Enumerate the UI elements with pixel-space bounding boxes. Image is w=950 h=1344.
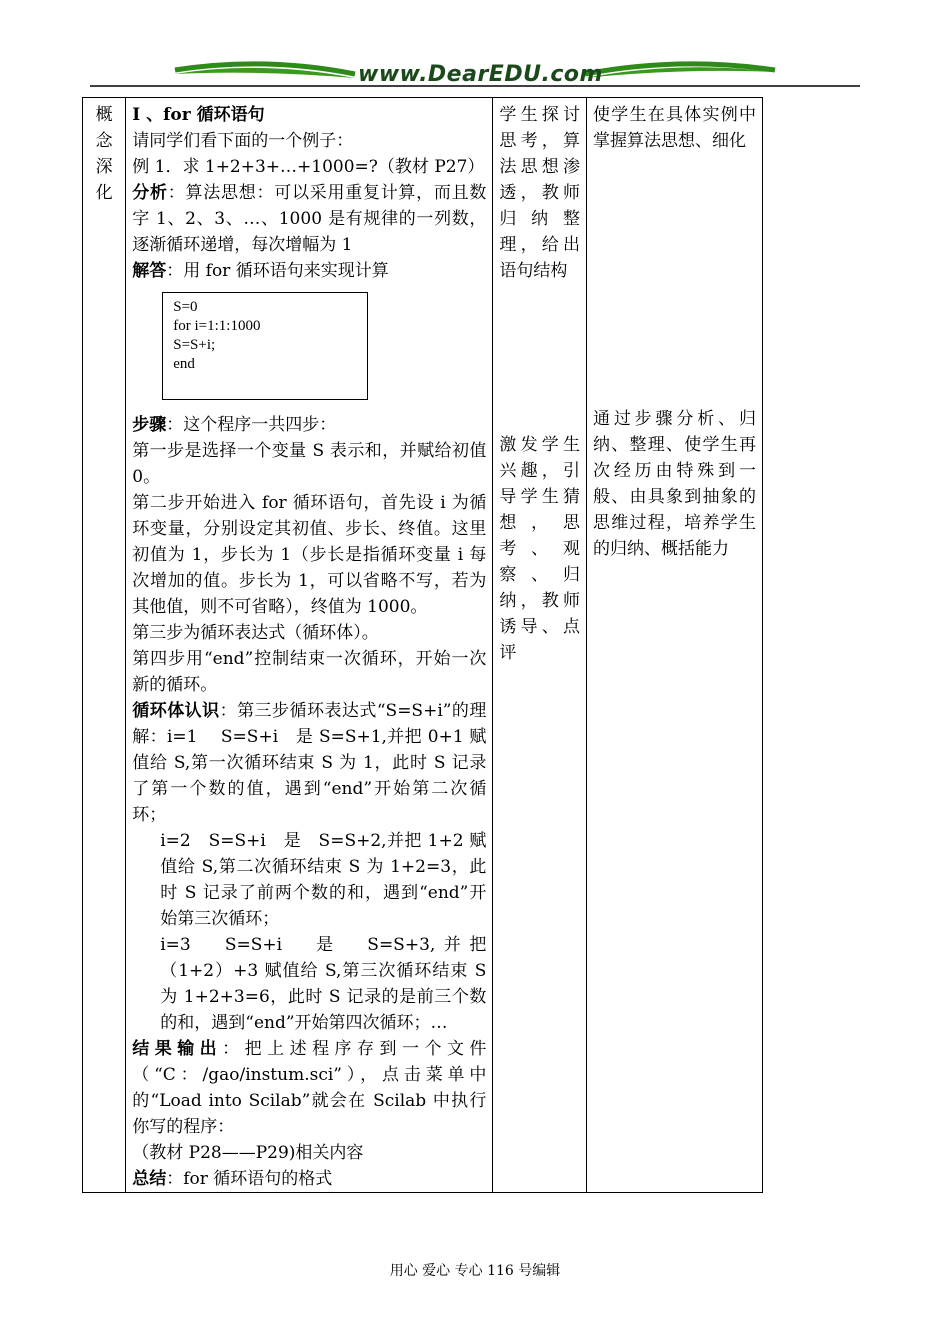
- loop-i2-text: i=2 S=S+i 是 S=S+2,并把 1+2 赋值给 S,第二次循环结束 S 为 1+2=3，此时 S 记录了前两个数的和，遇到“end”开始第三次循环；: [160, 831, 487, 929]
- design-intent-cell: [586, 98, 762, 1193]
- stage-label-char: 概: [95, 105, 113, 125]
- intro-text: 请同学们看下面的一个例子：: [132, 131, 354, 151]
- code-line: for i=1:1:1000: [173, 318, 261, 334]
- teaching-content-cell: [126, 98, 493, 1193]
- site-logo-text: www.DearEDU.com: [358, 62, 603, 87]
- step1-text: 第一步是选择一个变量 S 表示和，并赋给初值 0。: [132, 441, 487, 487]
- answer-label: 解答: [132, 261, 167, 281]
- steps-paragraph: [132, 412, 486, 438]
- section-title: I 、for 循环语句: [132, 105, 265, 125]
- lesson-table: [82, 97, 763, 1193]
- result-paragraph: [132, 1036, 486, 1140]
- analysis-label: 分析: [132, 183, 168, 203]
- step4-text: 第四步用“end”控制结束一次循环，开始一次新的循环。: [132, 649, 487, 695]
- step3-text: 第三步为循环表达式（循环体）。: [132, 623, 379, 643]
- design-intent-block-1: 使学生在具体实例中掌握算法思想、细化: [592, 105, 756, 151]
- stage-label-char: 念: [95, 131, 113, 151]
- loop-i3-text: i=3 S=S+i 是 S=S+3,并把（1+2）+3 赋值给 S,第三次循环结束 S 为 1+2+3=6，此时 S 记录的是前三个数的和，遇到“end”开始第四次循环；…: [160, 935, 487, 1033]
- table-row: [83, 98, 763, 1193]
- answer-text: ：用 for 循环语句来实现计算: [166, 261, 389, 281]
- steps-text: ：这个程序一共四步：: [166, 415, 337, 435]
- student-activity-block-2: 激发学生兴趣，引导学生猜想，思考、观察、归纳，教师诱导、点评: [499, 435, 580, 663]
- answer-paragraph: [132, 258, 486, 284]
- spacer: [593, 154, 756, 406]
- student-activity-block-1: 学生探讨思考，算法思想渗透，教师归纳整理，给出语句结构: [499, 105, 580, 281]
- result-text: ：把上述程序存到一个文件（“C：/gao/instum.sci”），点击菜单中的“Load into Scilab”就会在 Scilab 中执行你写的程序：: [132, 1039, 487, 1137]
- stage-label-char: 化: [95, 183, 113, 203]
- result-label: 结果输出: [132, 1039, 223, 1059]
- loop-text: ：第三步循环表达式“S=S+i”的理解：i=1 S=S+i 是 S=S+1,并把 0+1 赋值给 S,第一次循环结束 S 为 1，此时 S 记录了第一个数的值，遇到“end”开始第二次循环；: [132, 701, 487, 825]
- code-line: S=0: [173, 299, 198, 315]
- page-footer: 用心 爱心 专心 116 号编辑: [389, 1263, 561, 1279]
- spacer: [499, 284, 580, 432]
- code-line: end: [173, 356, 195, 372]
- stage-label-char: 深: [95, 157, 113, 177]
- summary-label: 总结: [132, 1169, 167, 1189]
- example-text: 例 1．求 1+2+3+…+1000=?（教材 P27）: [132, 157, 485, 177]
- loop-label: 循环体认识: [132, 701, 220, 721]
- steps-label: 步骤: [132, 415, 167, 435]
- loop-paragraph: [132, 698, 486, 828]
- step2-text: 第二步开始进入 for 循环语句，首先设 i 为循环变量，分别设定其初值、步长、终值。这里初值为 1，步长为 1（步长是指循环变量 i 每次增加的值。步长为 1，可以省略不写，若为其他值，则不可省略），终值为 1000。: [132, 493, 487, 617]
- design-intent-block-2: 通过步骤分析、归纳、整理、使学生再次经历由特殊到一般、由具象到抽象的思维过程，培养学生的归纳、概括能力: [592, 409, 756, 559]
- stage-label-cell: [83, 98, 126, 1193]
- analysis-text: ：算法思想：可以采用重复计算，而且数字 1、2、3、…、1000 是有规律的一列数，逐渐循环递增，每次增幅为 1: [132, 183, 487, 255]
- analysis-paragraph: [132, 180, 486, 258]
- page-header: [0, 0, 950, 100]
- student-activity-cell: [493, 98, 587, 1193]
- code-box: [162, 292, 368, 400]
- code-line: S=S+i;: [173, 337, 216, 353]
- summary-paragraph: [132, 1166, 486, 1192]
- textbook-ref-text: （教材 P28——P29)相关内容: [132, 1143, 364, 1163]
- summary-text: ：for 循环语句的格式: [166, 1169, 333, 1189]
